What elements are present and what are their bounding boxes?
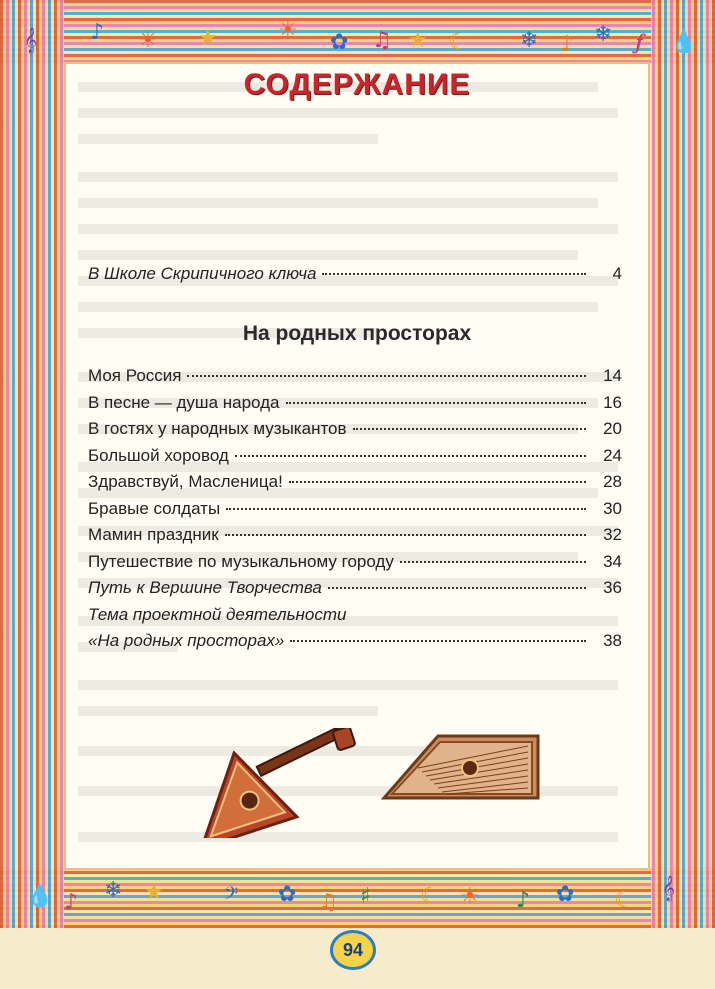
drop-icon: 💧 (26, 884, 54, 909)
snowflake-icon: ❄ (104, 878, 123, 903)
snowflake-icon: ❄ (594, 22, 613, 47)
toc-row (88, 472, 622, 499)
decorative-frame-right (651, 0, 715, 928)
sun-icon: ☀ (138, 28, 158, 53)
page-title: СОДЕРЖАНИЕ (243, 68, 471, 101)
drop-icon: 💧 (670, 30, 698, 55)
toc-row (88, 419, 622, 446)
dot-leader (290, 640, 586, 642)
toc-entry-label: Мамин праздник (88, 525, 219, 544)
toc-row (88, 446, 622, 473)
sharp-icon: ♯ (360, 884, 371, 909)
decorative-frame-left (0, 0, 64, 928)
flower-icon: ✿ (330, 30, 349, 55)
treble-clef-icon: 𝄞 (24, 28, 38, 53)
moon-icon: ☾ (420, 884, 440, 909)
dot-leader (286, 402, 587, 404)
toc-row (88, 578, 622, 605)
dot-leader (322, 273, 586, 275)
note-icon: ♪ (64, 890, 79, 915)
balalaika-illustration (176, 728, 366, 838)
toc-row (88, 264, 622, 291)
toc-list (88, 366, 622, 658)
dot-leader (226, 508, 586, 510)
dot-leader (235, 455, 586, 457)
note-icon: ♫ (318, 890, 338, 915)
note-icon: ♪ (516, 888, 531, 913)
toc-entry-label: Бравые солдаты (88, 498, 221, 518)
toc-entry-label: В Школе Скрипичного ключа (88, 264, 317, 283)
page-number-badge: 94 (330, 930, 376, 970)
toc-entry-page: 28 (603, 472, 622, 491)
star-icon: ★ (198, 26, 218, 51)
toc-entry-label: Здравствуй, Масленица! (88, 472, 283, 491)
sun-icon: ☀ (460, 884, 480, 909)
star-icon: ★ (144, 880, 164, 905)
toc-entry-label: Путешествие по музыкальному городу (88, 551, 394, 571)
flower-icon: ✿ (278, 882, 297, 907)
dot-leader (187, 375, 586, 377)
toc-row-project-heading (88, 605, 622, 632)
note-icon: ♫ (372, 28, 392, 53)
intro-entry (88, 264, 622, 291)
note-icon: ♪ (560, 32, 575, 57)
toc-entry-page: 36 (603, 578, 622, 597)
section-title: На родных просторах (242, 322, 472, 345)
snowflake-icon: ❄ (520, 28, 539, 53)
forte-icon: 𝆑 (636, 30, 644, 55)
toc-entry-page: 24 (603, 445, 622, 465)
dot-leader (353, 428, 586, 430)
toc-entry-label: В песне — душа народа (88, 392, 280, 412)
toc-row (88, 499, 622, 526)
gusli-illustration (378, 728, 548, 808)
toc-row (88, 393, 622, 420)
toc-entry-page: 14 (603, 366, 622, 385)
toc-row (88, 552, 622, 579)
toc-row (88, 631, 622, 658)
bass-clef-icon: 𝄢 (224, 884, 239, 909)
dot-leader (225, 534, 586, 536)
toc-entry-page: 16 (603, 392, 622, 412)
toc-entry-page: 34 (603, 551, 622, 571)
toc-entry-page: 32 (603, 525, 622, 544)
project-title-label: «На родных просторах» (88, 631, 285, 650)
treble-clef-icon: 𝄞 (662, 876, 676, 901)
toc-row (88, 525, 622, 552)
moon-icon: ☾ (448, 30, 468, 55)
project-theme-label: Тема проектной деятельности (88, 604, 347, 624)
toc-entry-label: В гостях у народных музыкантов (88, 419, 347, 438)
toc-entry-label: Моя Россия (88, 366, 182, 385)
star-icon: ★ (408, 28, 428, 53)
dot-leader (289, 481, 586, 483)
toc-entry-label: Путь к Вершине Творчества (88, 578, 322, 597)
note-icon: ♪ (90, 20, 105, 45)
flower-icon: ✿ (556, 882, 575, 907)
dot-leader (400, 561, 586, 563)
toc-row (88, 366, 622, 393)
toc-entry-page: 4 (612, 264, 622, 283)
toc-entry-label: Большой хоровод (88, 445, 229, 465)
toc-entry-page: 30 (603, 498, 622, 518)
dot-leader (328, 587, 586, 589)
toc-entry-page: 20 (603, 419, 622, 438)
toc-entry-page: 38 (603, 631, 622, 650)
sun-icon: ☀ (278, 18, 298, 43)
moon-icon: ☾ (614, 888, 634, 913)
